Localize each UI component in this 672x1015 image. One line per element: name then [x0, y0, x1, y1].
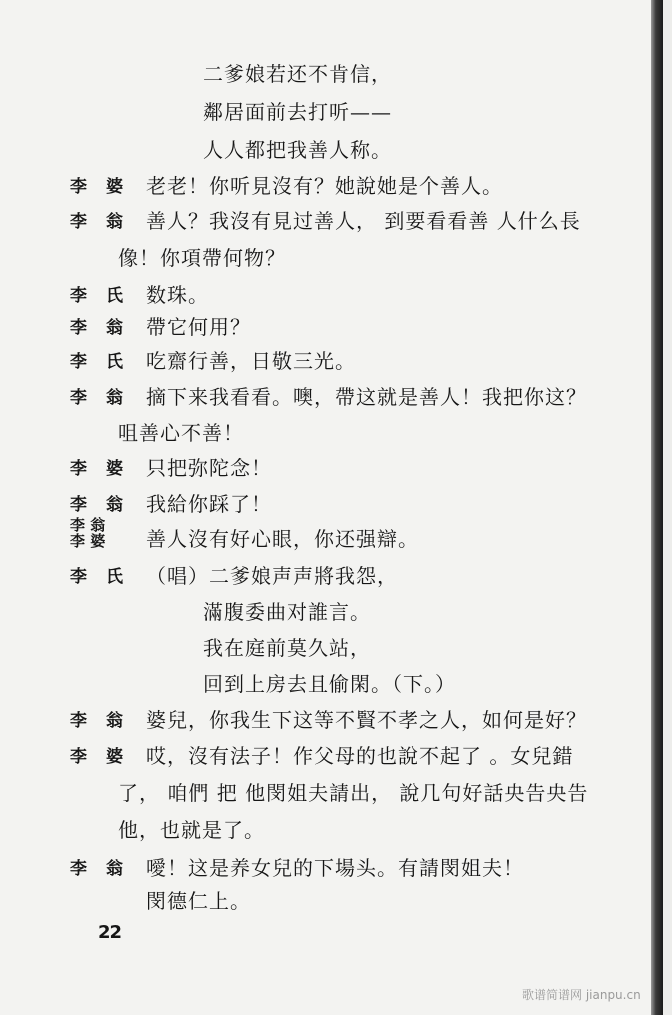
speaker-label: 李 氏 — [70, 286, 123, 306]
speaker-label-stacked: 李 翁 — [70, 516, 106, 534]
speaker-label: 李 婆 — [70, 459, 123, 479]
dialogue-line: 帶它何用？ — [146, 315, 251, 339]
dialogue-line: 噯！这是养女兒的下場头。有請閔姐夫！ — [146, 856, 524, 880]
speaker-label: 李 翁 — [70, 495, 123, 515]
speaker-label: 李 翁 — [70, 318, 123, 338]
site-watermark: 歌谱简谱网 jianpu.cn — [522, 988, 641, 1002]
speaker-label-stacked: 李 婆 — [70, 532, 106, 550]
song-line: 我在庭前莫久站， — [203, 636, 371, 660]
dialogue-line: 只把弥陀念！ — [146, 456, 272, 480]
speaker-label: 李 翁 — [70, 859, 123, 879]
dialogue-line: 像！你項帶何物？ — [118, 246, 286, 270]
page-binding-shadow — [651, 0, 663, 1015]
speaker-label: 李 氏 — [70, 567, 123, 587]
dialogue-line: 善人？我沒有見过善人， 到要看看善 人什么長 — [146, 209, 581, 233]
dialogue-line: 摘下来我看看。噢，帶这就是善人！我把你这？ — [146, 385, 587, 409]
page-number: 22 — [98, 922, 122, 943]
song-line: 鄰居面前去打听—— — [203, 100, 392, 124]
song-line: 回到上房去且偷閑。（下。） — [203, 672, 456, 696]
dialogue-line: 了， 咱們 把 他閔姐夫請出， 說几句好話央告央告 — [118, 781, 589, 805]
speaker-label: 李 婆 — [70, 177, 123, 197]
song-line: 人人都把我善人称。 — [203, 138, 392, 162]
dialogue-line: 哎，沒有法子！作父母的也說不起了 。女兒錯 — [146, 744, 574, 768]
dialogue-line: 数珠。 — [146, 283, 209, 307]
song-line: 滿腹委曲对誰言。 — [203, 600, 371, 624]
dialogue-line: 吃齋行善，日敬三光。 — [146, 349, 356, 373]
stage-direction: 閔德仁上。 — [146, 889, 251, 913]
dialogue-line: 咀善心不善！ — [118, 421, 244, 445]
dialogue-line: 我給你踩了！ — [146, 492, 272, 516]
dialogue-line: 他，也就是了。 — [118, 818, 265, 842]
speaker-label: 李 翁 — [70, 212, 123, 232]
speaker-label: 李 翁 — [70, 388, 123, 408]
speaker-label: 李 婆 — [70, 747, 123, 767]
speaker-label: 李 氏 — [70, 352, 123, 372]
song-line: （唱）二爹娘声声將我怨， — [146, 564, 398, 588]
dialogue-line: 婆兒，你我生下这等不賢不孝之人，如何是好？ — [146, 708, 587, 732]
song-line: 二爹娘若还不肯信， — [203, 62, 392, 86]
page-margin-strip — [663, 0, 672, 1015]
dialogue-line: 老老！你听見沒有？她說她是个善人。 — [146, 174, 503, 198]
dialogue-line: 善人沒有好心眼，你还强辯。 — [146, 527, 419, 551]
speaker-label: 李 翁 — [70, 711, 123, 731]
